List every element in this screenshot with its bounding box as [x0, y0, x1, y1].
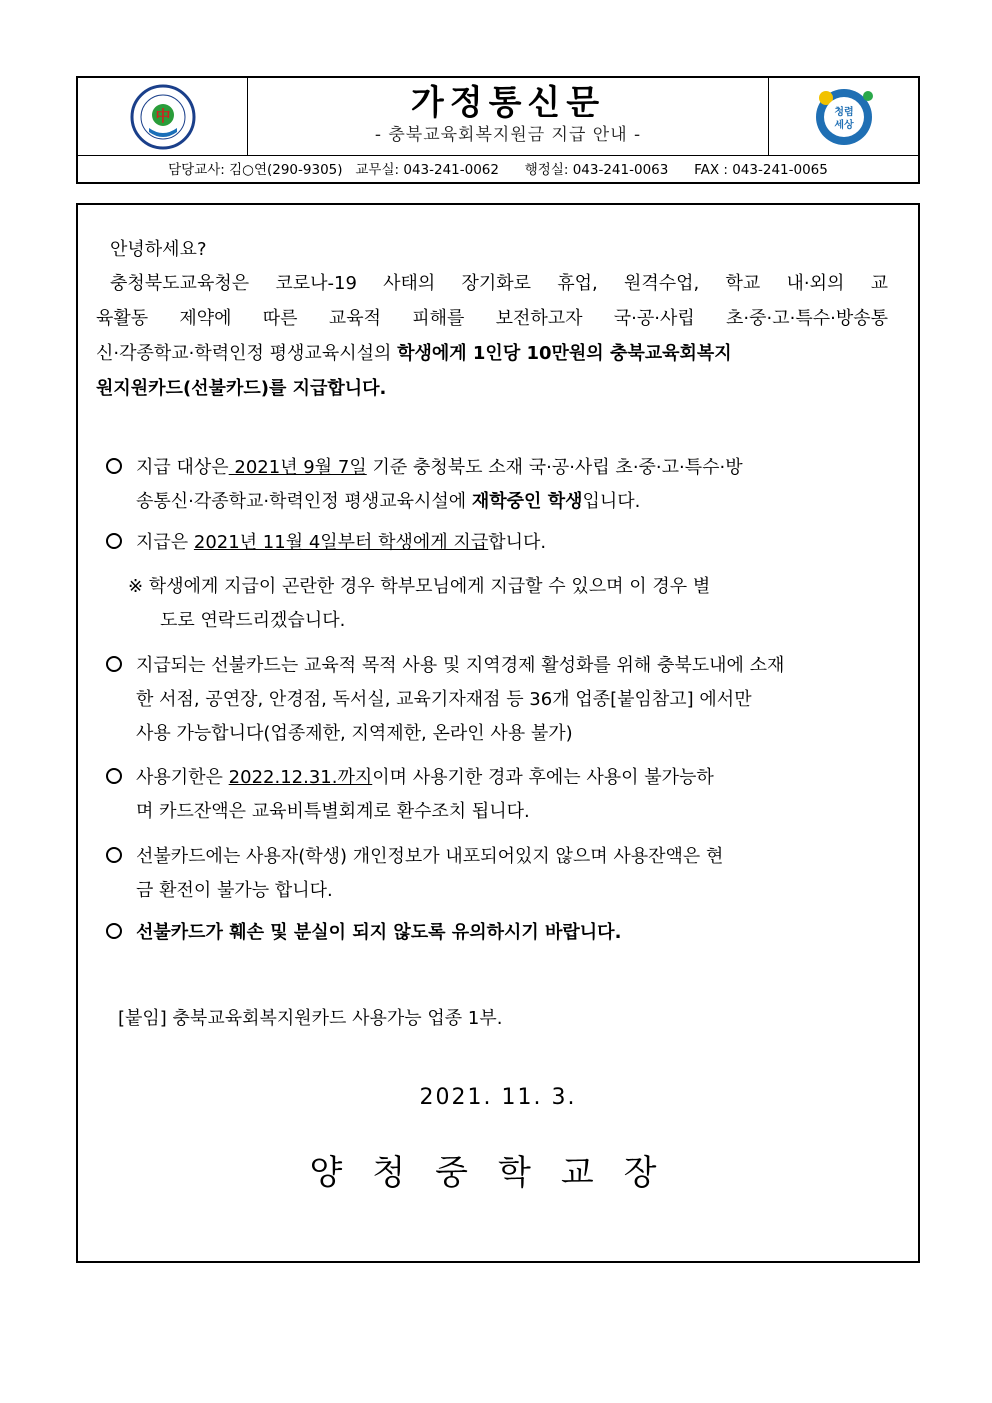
- item-4-line-2: 며 카드잔액은 교육비특별회계로 환수조치 됩니다.: [136, 801, 530, 822]
- item-2c: 합니다.: [488, 532, 547, 553]
- document-date: 2021. 11. 3.: [419, 1085, 577, 1110]
- item-1-line-2: [136, 487, 640, 513]
- intro-line-3: [96, 339, 732, 365]
- school-logo-center: 中: [155, 107, 171, 125]
- contact-info: 담당교사: 김○연(290-9305) 교무실: 043-241-0062 행정실: 043-241-0063 FAX : 043-241-0065: [78, 155, 918, 184]
- item-4a: 사용기한은: [136, 767, 229, 788]
- page-title: 가정통신문: [410, 83, 606, 123]
- intro-line-4: 원지원카드(선불카드)를 지급합니다.: [96, 378, 387, 399]
- page-subtitle: - 충북교육회복지원금 지급 안내 -: [374, 125, 642, 145]
- item-5-line-2: 금 환전이 불가능 합니다.: [136, 880, 333, 901]
- item-4b: 2022.12.31.까지: [228, 767, 373, 788]
- item-1b: 2021년 9월 7일: [228, 457, 367, 478]
- body-box: [76, 203, 920, 1263]
- item-1f: 입니다.: [582, 491, 641, 512]
- svg-text:세상: 세상: [834, 120, 854, 131]
- intro-line-2: 육활동 제약에 따른 교육적 피해를 보전하고자 국·공·사립 초·중·고·특수·방송통: [96, 308, 888, 329]
- title-cell: [248, 78, 768, 155]
- bullet-icon: [106, 533, 122, 549]
- school-logo-cell: [78, 78, 248, 155]
- item-4-line-1: [136, 763, 714, 789]
- note-line-1: ※ 학생에게 지급이 곤란한 경우 학부모님에게 지급할 수 있으며 이 경우 별: [128, 576, 711, 597]
- item-2-line-1: [136, 528, 546, 554]
- item-1a: 지급 대상은: [136, 457, 229, 478]
- greeting: 안녕하세요?: [110, 239, 207, 260]
- school-logo-icon: [123, 84, 203, 150]
- bullet-icon: [106, 768, 122, 784]
- intro-line-3a: 신·각종학교·학력인정 평생교육시설의: [96, 343, 398, 364]
- item-1-line-1: [136, 453, 743, 479]
- principal-signature: 양청중학교장: [309, 1153, 687, 1193]
- item-2b: 2021년 11월 4일부터 학생에게 지급: [193, 532, 489, 553]
- note-line-2: 도로 연락드리겠습니다.: [160, 610, 346, 631]
- item-1d: 송통신·각종학교·학력인정 평생교육시설에: [136, 491, 472, 512]
- svg-text:청렴: 청렴: [834, 107, 854, 118]
- header-box: [76, 76, 920, 184]
- item-3-line-2: 한 서점, 공연장, 안경점, 독서실, 교육기자재점 등 36개 업종[붙임참고] 에서만: [136, 689, 752, 710]
- bullet-icon: [106, 656, 122, 672]
- item-3-line-3: 사용 가능합니다(업종제한, 지역제한, 온라인 사용 불가): [136, 723, 573, 744]
- item-1c: 기준 충청북도 소재 국·공·사립 초·중·고·특수·방: [366, 457, 743, 478]
- bullet-icon: [106, 847, 122, 863]
- intro-line-3b: 학생에게 1인당 10만원의 충북교육회복지: [397, 343, 732, 364]
- item-3-line-1: 지급되는 선불카드는 교육적 목적 사용 및 지역경제 활성화를 위해 충북도내에 소재: [136, 655, 785, 676]
- item-5-line-1: 선불카드에는 사용자(학생) 개인정보가 내포되어있지 않으며 사용잔액은 현: [136, 846, 724, 867]
- attachment-note: [붙임] 충북교육회복지원카드 사용가능 업종 1부.: [118, 1008, 503, 1029]
- bullet-icon: [106, 923, 122, 939]
- integrity-logo-cell: [768, 78, 918, 155]
- item-4c: 이며 사용기한 경과 후에는 사용이 불가능하: [372, 767, 714, 788]
- item-1e: 재학중인 학생: [471, 491, 583, 512]
- intro-line-1: 충청북도교육청은 코로나-19 사태의 장기화로 휴업, 원격수업, 학교 내·외의 교: [110, 273, 888, 294]
- integrity-logo-icon: [804, 84, 884, 150]
- item-2a: 지급은: [136, 532, 194, 553]
- item-6-line-1: 선불카드가 훼손 및 분실이 되지 않도록 유의하시기 바랍니다.: [136, 922, 622, 943]
- bullet-icon: [106, 458, 122, 474]
